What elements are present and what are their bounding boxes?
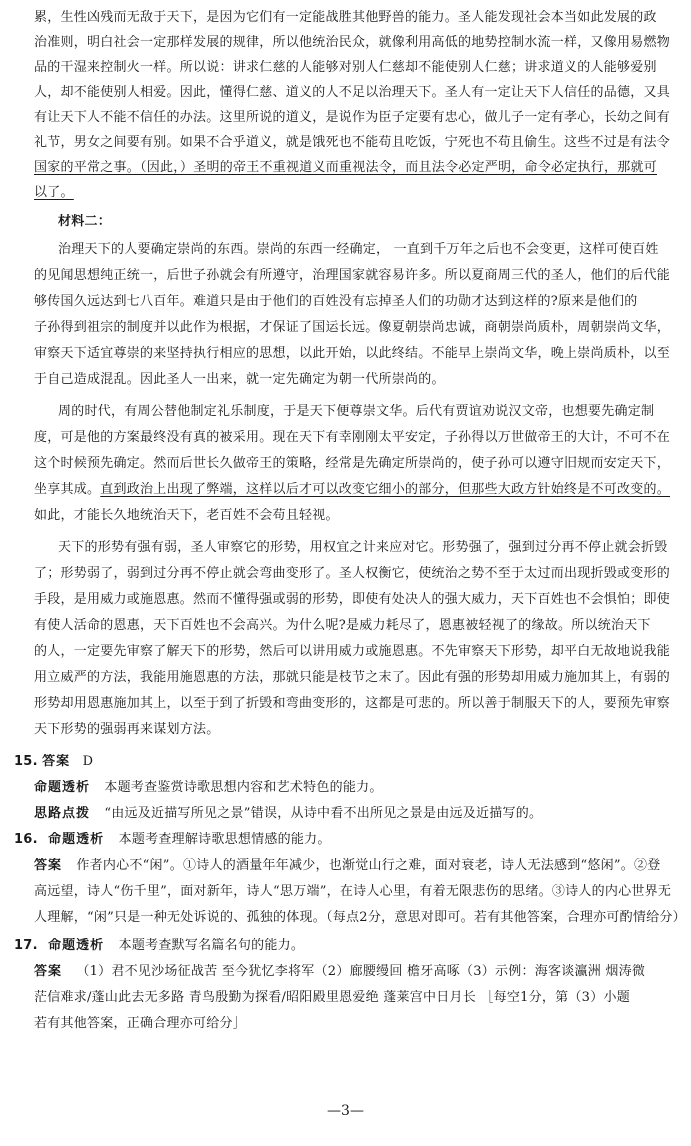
underlined-text-line: 国家的平常之事。（因此，）圣明的帝王不重视道义而重视法令，而且法令必定严明，命令必定执行，那就可 [34,160,658,175]
text-line: 这个时候预先确定。然而后世长久做帝王的策略，经常是先确定所崇尚的，使子孙可以遵守旧规而安定天下， [34,456,671,471]
answer-label: 答案 [34,858,63,873]
text-line: 如此，才能长久地统治天下，老百姓不会苟且轻视。 [34,508,339,523]
tip-label: 思路点拨 [34,806,91,821]
answer-text: 作者内心不“闲”。①诗人的酒量年年减少，也渐觉山行之难，面对衰老，诗人无法感到“悠闲”。②登 [76,858,661,873]
intent-label: 命题透析 [34,780,91,795]
text-line: 礼节，男女之间要有别。如果不合乎道义，就是饿死也不能苟且吃饭，宁死也不苟且偷生。这些不过是有法令 [34,135,671,150]
text-line: 天下的形势有强有弱，圣人审察它的形势，用权宜之计来应对它。形势强了，强到过分再不停止就会折毁 [58,540,668,555]
text-fragment: 坐享其成。 [34,482,101,497]
text-line: 有让天下人不能不信任的办法。这里所说的道义，是说作为臣子定要有忠心，做儿子一定有孝心，长幼之间有 [34,110,671,125]
text-line: 人，却不能使别人相爱。因此，懂得仁慈、道义的人不足以治理天下。圣人有一定让天下人信任的品德，又具 [34,85,671,100]
underlined-text-fragment: 直到政治上出现了弊端，这样以后才可以改变它细小的部分，但那些大政方针始终是不可改变的。 [100,482,671,497]
question-number: 17. [14,938,38,953]
answer-value: D [82,754,94,769]
text-line: 了；形势弱了，弱到过分再不停止就会弯曲变形了。圣人权衡它，使统治之势不至于太过而出现折毁或变形的 [34,566,671,581]
answer-label: 答案 [34,964,63,979]
text-line: 于自己造成混乱。因此圣人一出来，就一定先确定为朝一代所崇尚的。 [34,372,445,387]
text-line: 累，生性凶残而无敌于天下，是因为它们有一定能战胜其他野兽的能力。圣人能发现社会本当如此发展的政 [34,10,657,25]
page-number: —3— [327,1103,364,1119]
question-number: 16. [14,832,38,847]
text-line: 够传国久远达到七八百年。难道只是由于他们的百姓没有忘掉圣人们的功勋才达到这样的?原来是他们的 [34,294,638,309]
q17-intent-line [14,938,304,954]
intent-text: 本题考查默写名篇名句的能力。 [118,938,305,953]
text-line: 若有其他答案，正确合理亦可给分］ [34,1016,247,1031]
text-line: 形势却用恩惠施加其上，以至于到了折毁和弯曲变形的，这都是可悲的。所以善于制服天下的人，要预先审察 [34,696,671,711]
question-number: 15. [14,754,38,769]
q16-intent-line [14,832,331,848]
text-line: 高远望，诗人“伤千里”，面对新年，诗人“思万端”，在诗人心里，有着无限悲伤的思绪。③诗人的内心世界无 [34,884,672,899]
text-line: 手段，是用威力或施恩惠。然而不懂得强或弱的形势，即使有处决人的强大威力，天下百姓也不会惧怕；即使 [34,592,671,607]
text-line: 天下形势的强弱再来谋划方法。 [34,722,220,737]
text-line: 的见闻思想纯正统一，后世子孙就会有所遵守，治理国家就容易许多。所以夏商周三代的圣人，他们的后代能 [34,268,671,283]
text-line: 治理天下的人要确定崇尚的东西。崇尚的东西一经确定， 一直到千万年之后也不会变更，这样可使百姓 [58,242,659,257]
text-line: 人理解，“闲”只是一种无处诉说的、孤独的体现。（每点2分，意思对即可。若有其他答案，合理亦可酌情给分） [34,910,686,925]
text-line: 茫信难求/蓬山此去无多路 青鸟殷勤为探看/昭阳殿里恩爱绝 蓬莱宫中日月长 ［每空1分，第（3）小题 [34,990,630,1005]
q17-answer-line [34,964,645,980]
text-line: 度，可是他的方案最终没有真的被采用。现在天下有幸刚刚太平安定，子孙得以万世做帝王的大计，不可不在 [34,430,671,445]
q15-intent-line [34,780,383,796]
text-line: 治准则，明白社会一定那样发展的规律，所以他统治民众，就像利用高低的地势控制水流一样，又像用易燃物 [34,35,671,50]
intent-label: 命题透析 [48,938,105,953]
answer-text: （1）君不见沙场征战苦 至今犹忆李将军（2）廊腰缦回 檐牙高啄（3）示例：海客谈瀛洲 烟涛微 [76,964,646,979]
intent-text: 本题考查鉴赏诗歌思想内容和艺术特色的能力。 [104,780,383,795]
answer-label: 答案 [42,754,71,769]
underlined-text-line: 以了。 [34,185,74,200]
text-line: 周的时代，有周公替他制定礼乐制度，于是天下便尊崇文华。后代有贾谊劝说汉文帝，也想要先确定制 [58,404,655,419]
text-line: 审察天下适宜尊崇的来坚持执行相应的思想，以此开始，以此终结。不能早上崇尚文华，晚上崇尚质朴，以至 [34,346,671,361]
q15-answer-line [14,754,93,770]
text-line: 子孙得到祖宗的制度并以此作为根据，才保证了国运长远。像夏朝崇尚忠诚，商朝崇尚质朴，周朝崇尚文华， [34,320,671,335]
section-heading: 材料二： [58,214,112,229]
intent-text: 本题考查理解诗歌思想情感的能力。 [118,832,331,847]
q15-tip-line [34,806,542,822]
q16-answer-line [34,858,661,874]
text-line: 品的干湿来控制火一样。所以说：讲求仁慈的人能够对别人仁慈却不能使别人仁慈；讲求道义的人能够爱别 [34,60,657,75]
text-line: 用立威严的方法，我能用施恩惠的方法，那就只能是枝节之末了。因此有强的形势却用威力施加其上，有弱的 [34,670,671,685]
text-line: 有使人活命的恩惠，天下百姓也不会高兴。为什么呢?是威力耗尽了，恩惠被轻视了的缘故。所以统治天下 [34,618,651,633]
text-line: 的人，一定要先审察了解天下的形势，然后可以讲用威力或施恩惠。不先审察天下形势，却平白无故地说我能 [34,644,671,659]
intent-label: 命题透析 [48,832,105,847]
text-line [34,482,670,498]
tip-text: “由远及近描写所见之景”错误，从诗中看不出所见之景是由远及近描写的。 [104,806,543,821]
